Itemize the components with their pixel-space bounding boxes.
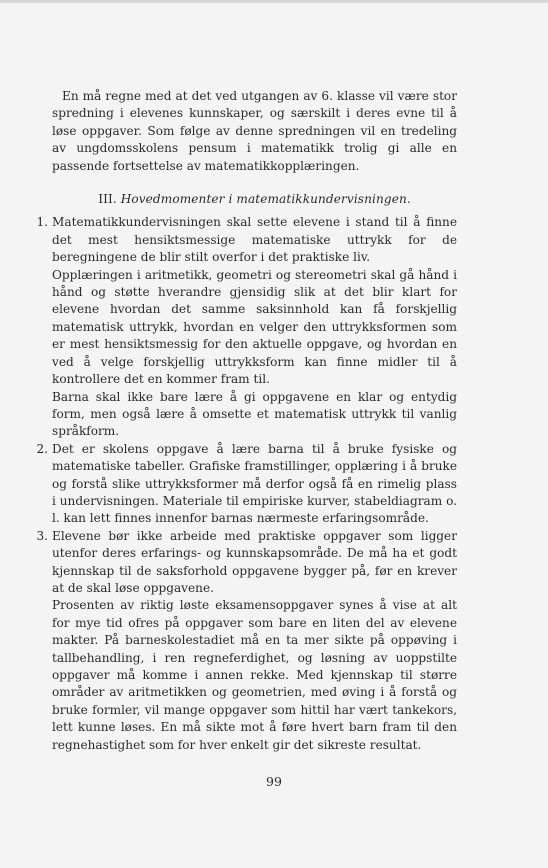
- numbered-list: [36, 214, 457, 754]
- section-number: III.: [98, 192, 117, 207]
- list-item-3: [36, 528, 457, 754]
- page-top-edge: [0, 0, 548, 3]
- section-heading: [52, 191, 457, 208]
- list-item-number: 2.: [36, 441, 48, 456]
- list-item-paragraph: Prosenten av riktig løste eksamensoppgaver synes å vise at alt for mye tid ofres på oppgaver som bare en liten del av elevene makter. På barneskolestadiet må en ta mer sikte på oppøving i tallbehandling, i ren regneferdighet, og løsning av uoppstilte oppgaver må komme i annen rekke. Med kjennskap til større områder av aritmetikken og geometrien, med øving i å forstå og bruke formler, vil mange oppgaver som hittil har vært tankekors, lett kunne løses. En må sikte mot å føre hvert barn fram til den regnehastighet som for hver enkelt gir det sikreste resultat.: [52, 598, 457, 752]
- intro-paragraph: En må regne med at det ved utgangen av 6. klasse vil være stor spredning i elevenes kunnskaper, og særskilt i deres evne til å løse oppgaver. Som følge av denne spredningen vil en tredeling av ungdomsskolens pensum i matematikk trolig gi alle en passende fortsettelse av matematikkopplæringen.: [52, 89, 457, 173]
- list-item-paragraph: Det er skolens oppgave å lære barna til å bruke fysiske og matematiske tabeller. Grafiske framstillinger, opplæring i å bruke og forstå slike uttrykksformer må derfor også få en rimelig plass i undervisningen. Materiale til empiriske kurver, stabeldiagram o. l. kan lett finnes innenfor barnas nærmeste erfaringsområde.: [52, 441, 457, 526]
- list-item-paragraph: Elevene bør ikke arbeide med praktiske oppgaver som ligger utenfor deres erfarings- og kunnskapsområde. De må ha et godt kjennskap til de saksforhold oppgavene bygger på, før en krever at de skal løse oppgavene.: [52, 528, 457, 595]
- list-item-paragraph: Matematikkundervisningen skal sette elevene i stand til å finne det mest hensiktsmessige matematiske uttrykk for de beregningene de blir stilt overfor i det praktiske liv.: [52, 215, 457, 265]
- list-item-2: [36, 441, 457, 528]
- page-number: 99: [266, 774, 282, 789]
- list-item-number: 1.: [36, 215, 48, 230]
- list-item-paragraph: Opplæringen i aritmetikk, geometri og stereometri skal gå hånd i hånd og støtte hverandre gjensidig slik at det blir klart for elevene hvordan det samme saksinnhold kan få forskjellig matematisk uttrykk, hvordan en velger den uttrykksformen som er mest hensiktsmessig for den aktuelle oppgave, og hvordan en ved å velge forskjellig uttrykksform kan finne midler til å kontrollere det en kommer fram til.: [52, 267, 457, 387]
- section-title: Hovedmomenter i matematikkundervisningen.: [120, 192, 411, 207]
- list-item-number: 3.: [36, 528, 48, 543]
- page-body: [36, 88, 457, 754]
- list-item-1: [36, 214, 457, 440]
- list-item-paragraph: Barna skal ikke bare lære å gi oppgavene en klar og entydig form, men også lære å omsette et matematisk uttrykk til vanlig språkform.: [52, 389, 457, 439]
